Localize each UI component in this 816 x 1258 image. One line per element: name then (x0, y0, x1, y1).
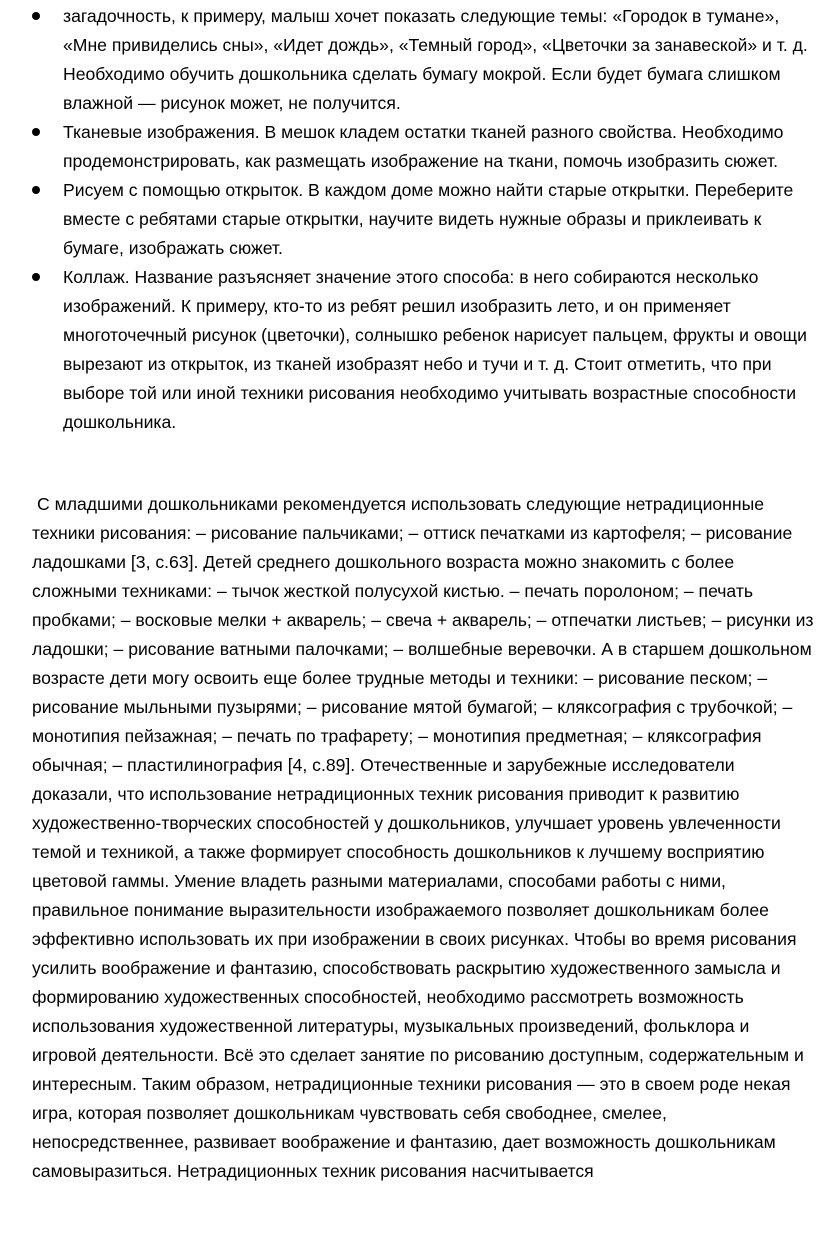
bullet-icon (32, 128, 40, 136)
list-item-text: Рисуем с помощью открыток. В каждом доме можно найти старые открытки. Переберите вместе с ребятами старые открытки, научите видеть нужные образы и приклеивать к бумаге, изображать сюжет. (63, 180, 794, 258)
list-item (63, 263, 815, 437)
list-item (63, 2, 815, 118)
body-paragraph: С младшими дошкольниками рекомендуется использовать следующие нетрадиционные техники рисования: – рисование пальчиками; – оттиск печатками из картофеля; – рисование ладошками [3, с.63]. Детей среднего дошкольного возраста можно знакомить с более сложными техниками: – тычок жесткой полусухой кистью. – печать поролоном; – печать пробками; – восковые мелки + акварель; – свеча + акварель; – отпечатки листьев; – рисунки из ладошки; – рисование ватными палочками; – волшебные веревочки. А в старшем дошкольном возрасте дети могу освоить еще более трудные методы и техники: – рисование песком; – рисование мыльными пузырями; – рисование мятой бумагой; – кляксография с трубочкой; – монотипия пейзажная; – печать по трафарету; – монотипия предметная; – кляксография обычная; – пластилинография [4, с.89]. Отечественные и зарубежные исследователи доказали, что использование нетрадиционных техник рисования приводит к развитию художественно-творческих способностей у дошкольников, улучшает уровень увлеченности темой и техникой, а также формирует способность дошкольников к лучшему восприятию цветовой гаммы. Умение владеть разными материалами, способами работы с ними, правильное понимание выразительности изображаемого позволяет дошкольникам более эффективно использовать их при изображении в своих рисунках. Чтобы во время рисования усилить воображение и фантазию, способствовать раскрытию художественного замысла и формированию художественных способностей, необходимо рассмотреть возможность использования художественной литературы, музыкальных произведений, фольклора и игровой деятельности. Всё это сделает занятие по рисованию доступным, содержательным и интересным. Таким образом, нетрадиционные техники рисования — это в своем роде некая игра, которая позволяет дошкольникам чувствовать себя свободнее, смелее, непосредственнее, развивает воображение и фантазию, дает возможность дошкольникам самовыразиться. Нетрадиционных техник рисования насчитывается (32, 494, 814, 1181)
technique-bullet-list (63, 2, 815, 437)
bullet-icon (32, 186, 40, 194)
list-item (63, 176, 815, 263)
bullet-icon (32, 273, 40, 281)
list-item (63, 118, 815, 176)
list-item-text: загадочность, к примеру, малыш хочет показать следующие темы: «Городок в тумане», «Мне привиделись сны», «Идет дождь», «Темный город», «Цветочки за занавеской» и т. д. Необходимо обучить дошкольника сделать бумагу мокрой. Если будет бумага слишком влажной — рисунок может, не получится. (63, 6, 808, 113)
list-item-text: Коллаж. Название разъясняет значение этого способа: в него собираются несколько изображений. К примеру, кто-то из ребят решил изобразить лето, и он применяет многоточечный рисунок (цветочки), солнышко ребенок нарисует пальцем, фрукты и овощи вырезают из открыток, из тканей изобразят небо и тучи и т. д. Стоит отметить, что при выборе той или иной техники рисования необходимо учитывать возрастные способности дошкольника. (63, 267, 807, 432)
bullet-icon (32, 12, 40, 20)
list-item-text: Тканевые изображения. В мешок кладем остатки тканей разного свойства. Необходимо продемонстрировать, как размещать изображение на ткани, помочь изобразить сюжет. (63, 122, 784, 171)
